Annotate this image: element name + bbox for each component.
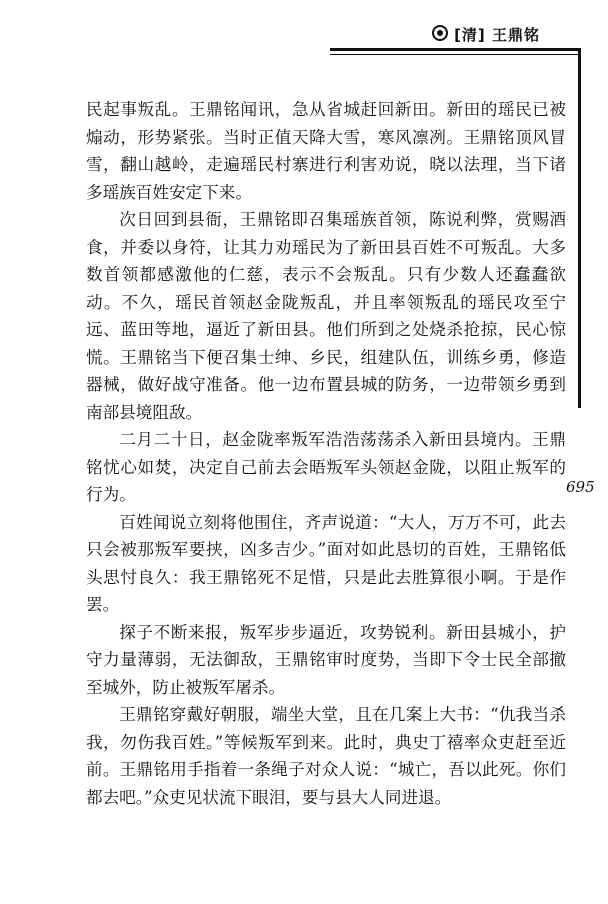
paragraph: 王鼎铭穿戴好朝服，端坐大堂，且在几案上大书：“仇我当杀我，勿伤我百姓。”等候叛军到来。此时，典史丁禧率众吏赶至近前。王鼎铭用手指着一条绳子对众人说：“城亡，吾以此死。你们都去吧。”众吏见状流下眼泪，要与县大人同进退。 — [86, 705, 566, 807]
body-text — [86, 96, 566, 811]
header-title-group — [432, 24, 540, 45]
header-title: [清] 王鼎铭 — [454, 26, 540, 44]
header-rule-thick — [330, 48, 580, 51]
header-rule-thin — [330, 54, 580, 55]
paragraph: 百姓闻说立刻将他围住，齐声说道：“大人，万万不可，此去只会被那叛军要挟，凶多吉少。”面对如此恳切的百姓，王鼎铭低头思忖良久：我王鼎铭死不足惜，只是此去胜算很小啊。于是作罢。 — [86, 512, 566, 614]
paragraph: 二月二十日，赵金陇率叛军浩浩荡荡杀入新田县境内。王鼎铭忧心如焚，决定自己前去会晤叛军头领赵金陇，以阻止叛军的行为。 — [86, 430, 566, 504]
margin-rule — [578, 48, 581, 408]
running-header — [330, 18, 580, 52]
paragraph: 民起事叛乱。王鼎铭闻讯，急从省城赶回新田。新田的瑶民已被煽动，形势紧张。当时正值天降大雪，寒风凛冽。王鼎铭顶风冒雪，翻山越岭，走遍瑶民村寨进行利害劝说，晓以法理，当下诸多瑶族百姓安定下来。 — [86, 100, 566, 202]
paragraph: 次日回到县衙，王鼎铭即召集瑶族首领，陈说利弊，赏赐酒食，并委以身符，让其力劝瑶民为了新田县百姓不可叛乱。大多数首领都感激他的仁慈，表示不会叛乱。只有少数人还蠢蠢欲动。不久，瑶民首领赵金陇叛乱，并且率领叛乱的瑶民攻至宁远、蓝田等地，逼近了新田县。他们所到之处烧杀抢掠，民心惊慌。王鼎铭当下便召集士绅、乡民，组建队伍，训练乡勇，修造器械，做好战守准备。他一边布置县城的防务，一边带领乡勇到南部县境阻敌。 — [86, 210, 566, 422]
bullseye-icon — [432, 25, 448, 41]
page-number: 695 — [566, 478, 595, 496]
paragraph: 探子不断来报，叛军步步逼近，攻势锐利。新田县城小，护守力量薄弱，无法御敌，王鼎铭审时度势，当即下令士民全部撤至城外，防止被叛军屠杀。 — [86, 622, 566, 697]
